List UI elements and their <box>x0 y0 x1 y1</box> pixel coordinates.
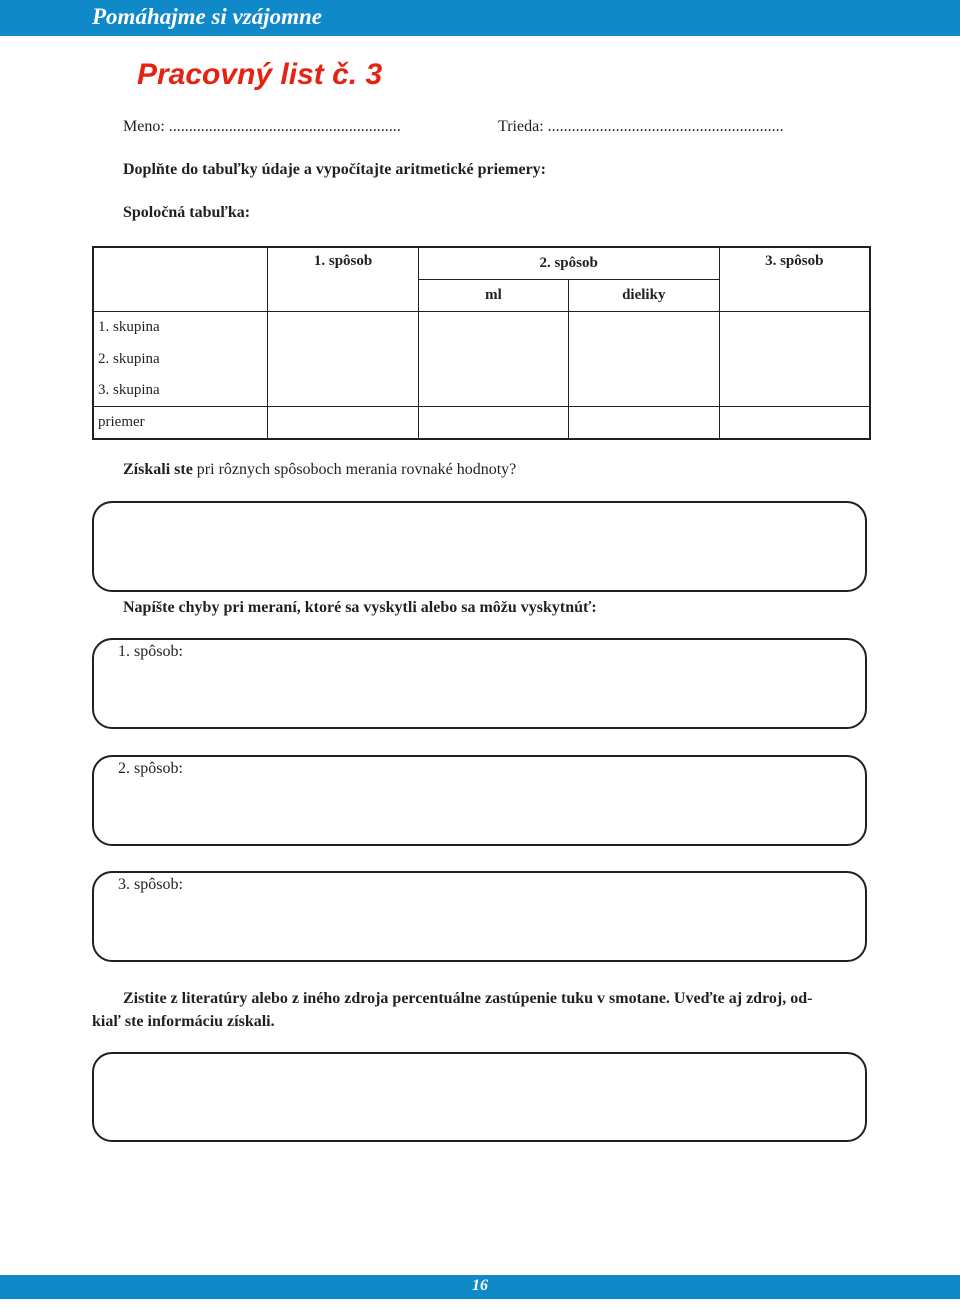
table-cell[interactable] <box>719 406 870 439</box>
table-corner-cell <box>93 247 268 312</box>
table-cell[interactable] <box>268 312 418 344</box>
table-cell[interactable] <box>418 406 568 439</box>
table-cell[interactable] <box>569 375 719 407</box>
table-cell[interactable] <box>268 343 418 374</box>
table-cell[interactable] <box>418 343 568 374</box>
table-cell[interactable] <box>569 312 719 344</box>
answer-box-method-3[interactable] <box>92 871 867 962</box>
worksheet-title: Pracovný list č. 3 <box>137 58 383 91</box>
data-table <box>92 246 871 440</box>
answer-box-method-1[interactable] <box>92 638 867 729</box>
table-row <box>93 312 870 344</box>
answer-box-same-values[interactable] <box>92 501 867 592</box>
table-cell[interactable] <box>719 375 870 407</box>
header-method-3: 3. spôsob <box>719 247 870 312</box>
method-3-label: 3. spôsob: <box>115 876 186 894</box>
table-cell[interactable] <box>719 312 870 344</box>
row-label: 3. skupina <box>98 381 160 398</box>
question-bold-part: Získali ste <box>123 461 193 478</box>
name-field[interactable]: Meno: .......................................................... <box>123 118 401 135</box>
method-2-label: 2. spôsob: <box>115 760 186 778</box>
header-title: Pomáhajme si vzájomne <box>92 4 322 29</box>
answer-box-literature[interactable] <box>92 1052 867 1142</box>
table-caption: Spoločná tabuľka: <box>123 204 251 221</box>
question-same-values <box>123 461 516 479</box>
table-cell[interactable] <box>719 343 870 374</box>
table-cell[interactable] <box>418 312 568 344</box>
table-row <box>93 375 870 407</box>
row-label: 1. skupina <box>93 312 268 344</box>
question-literature-line-2: kiaľ ste informáciu získali. <box>92 1013 275 1030</box>
table-cell[interactable] <box>268 375 418 407</box>
table-cell[interactable] <box>569 406 719 439</box>
question-literature-line-1: Zistite z literatúry alebo z iného zdroja percentuálne zastúpenie tuku v smotane. Uveďte aj zdroj, od- <box>123 990 813 1007</box>
subheader-dieliky: dieliky <box>569 280 719 312</box>
instruction-text: Doplňte do tabuľky údaje a vypočítajte aritmetické priemery: <box>123 161 546 178</box>
table-cell[interactable] <box>268 406 418 439</box>
method-1-label: 1. spôsob: <box>115 643 186 661</box>
question-rest: pri rôznych spôsoboch merania rovnaké hodnoty? <box>192 461 517 478</box>
header-method-2: 2. spôsob <box>418 247 719 280</box>
page-number: 16 <box>472 1277 488 1294</box>
table-cell[interactable] <box>569 343 719 374</box>
row-label: priemer <box>93 406 268 439</box>
subheader-ml: ml <box>418 280 568 312</box>
row-label: 2. skupina <box>98 350 160 367</box>
table-row <box>93 406 870 439</box>
answer-box-method-2[interactable] <box>92 755 867 846</box>
class-field[interactable]: Trieda: ........................................................... <box>498 118 784 135</box>
table-row <box>93 343 870 374</box>
table-cell[interactable] <box>418 375 568 407</box>
header-method-1: 1. spôsob <box>268 247 418 312</box>
question-errors: Napíšte chyby pri meraní, ktoré sa vyskytli alebo sa môžu vyskytnúť: <box>123 599 597 616</box>
